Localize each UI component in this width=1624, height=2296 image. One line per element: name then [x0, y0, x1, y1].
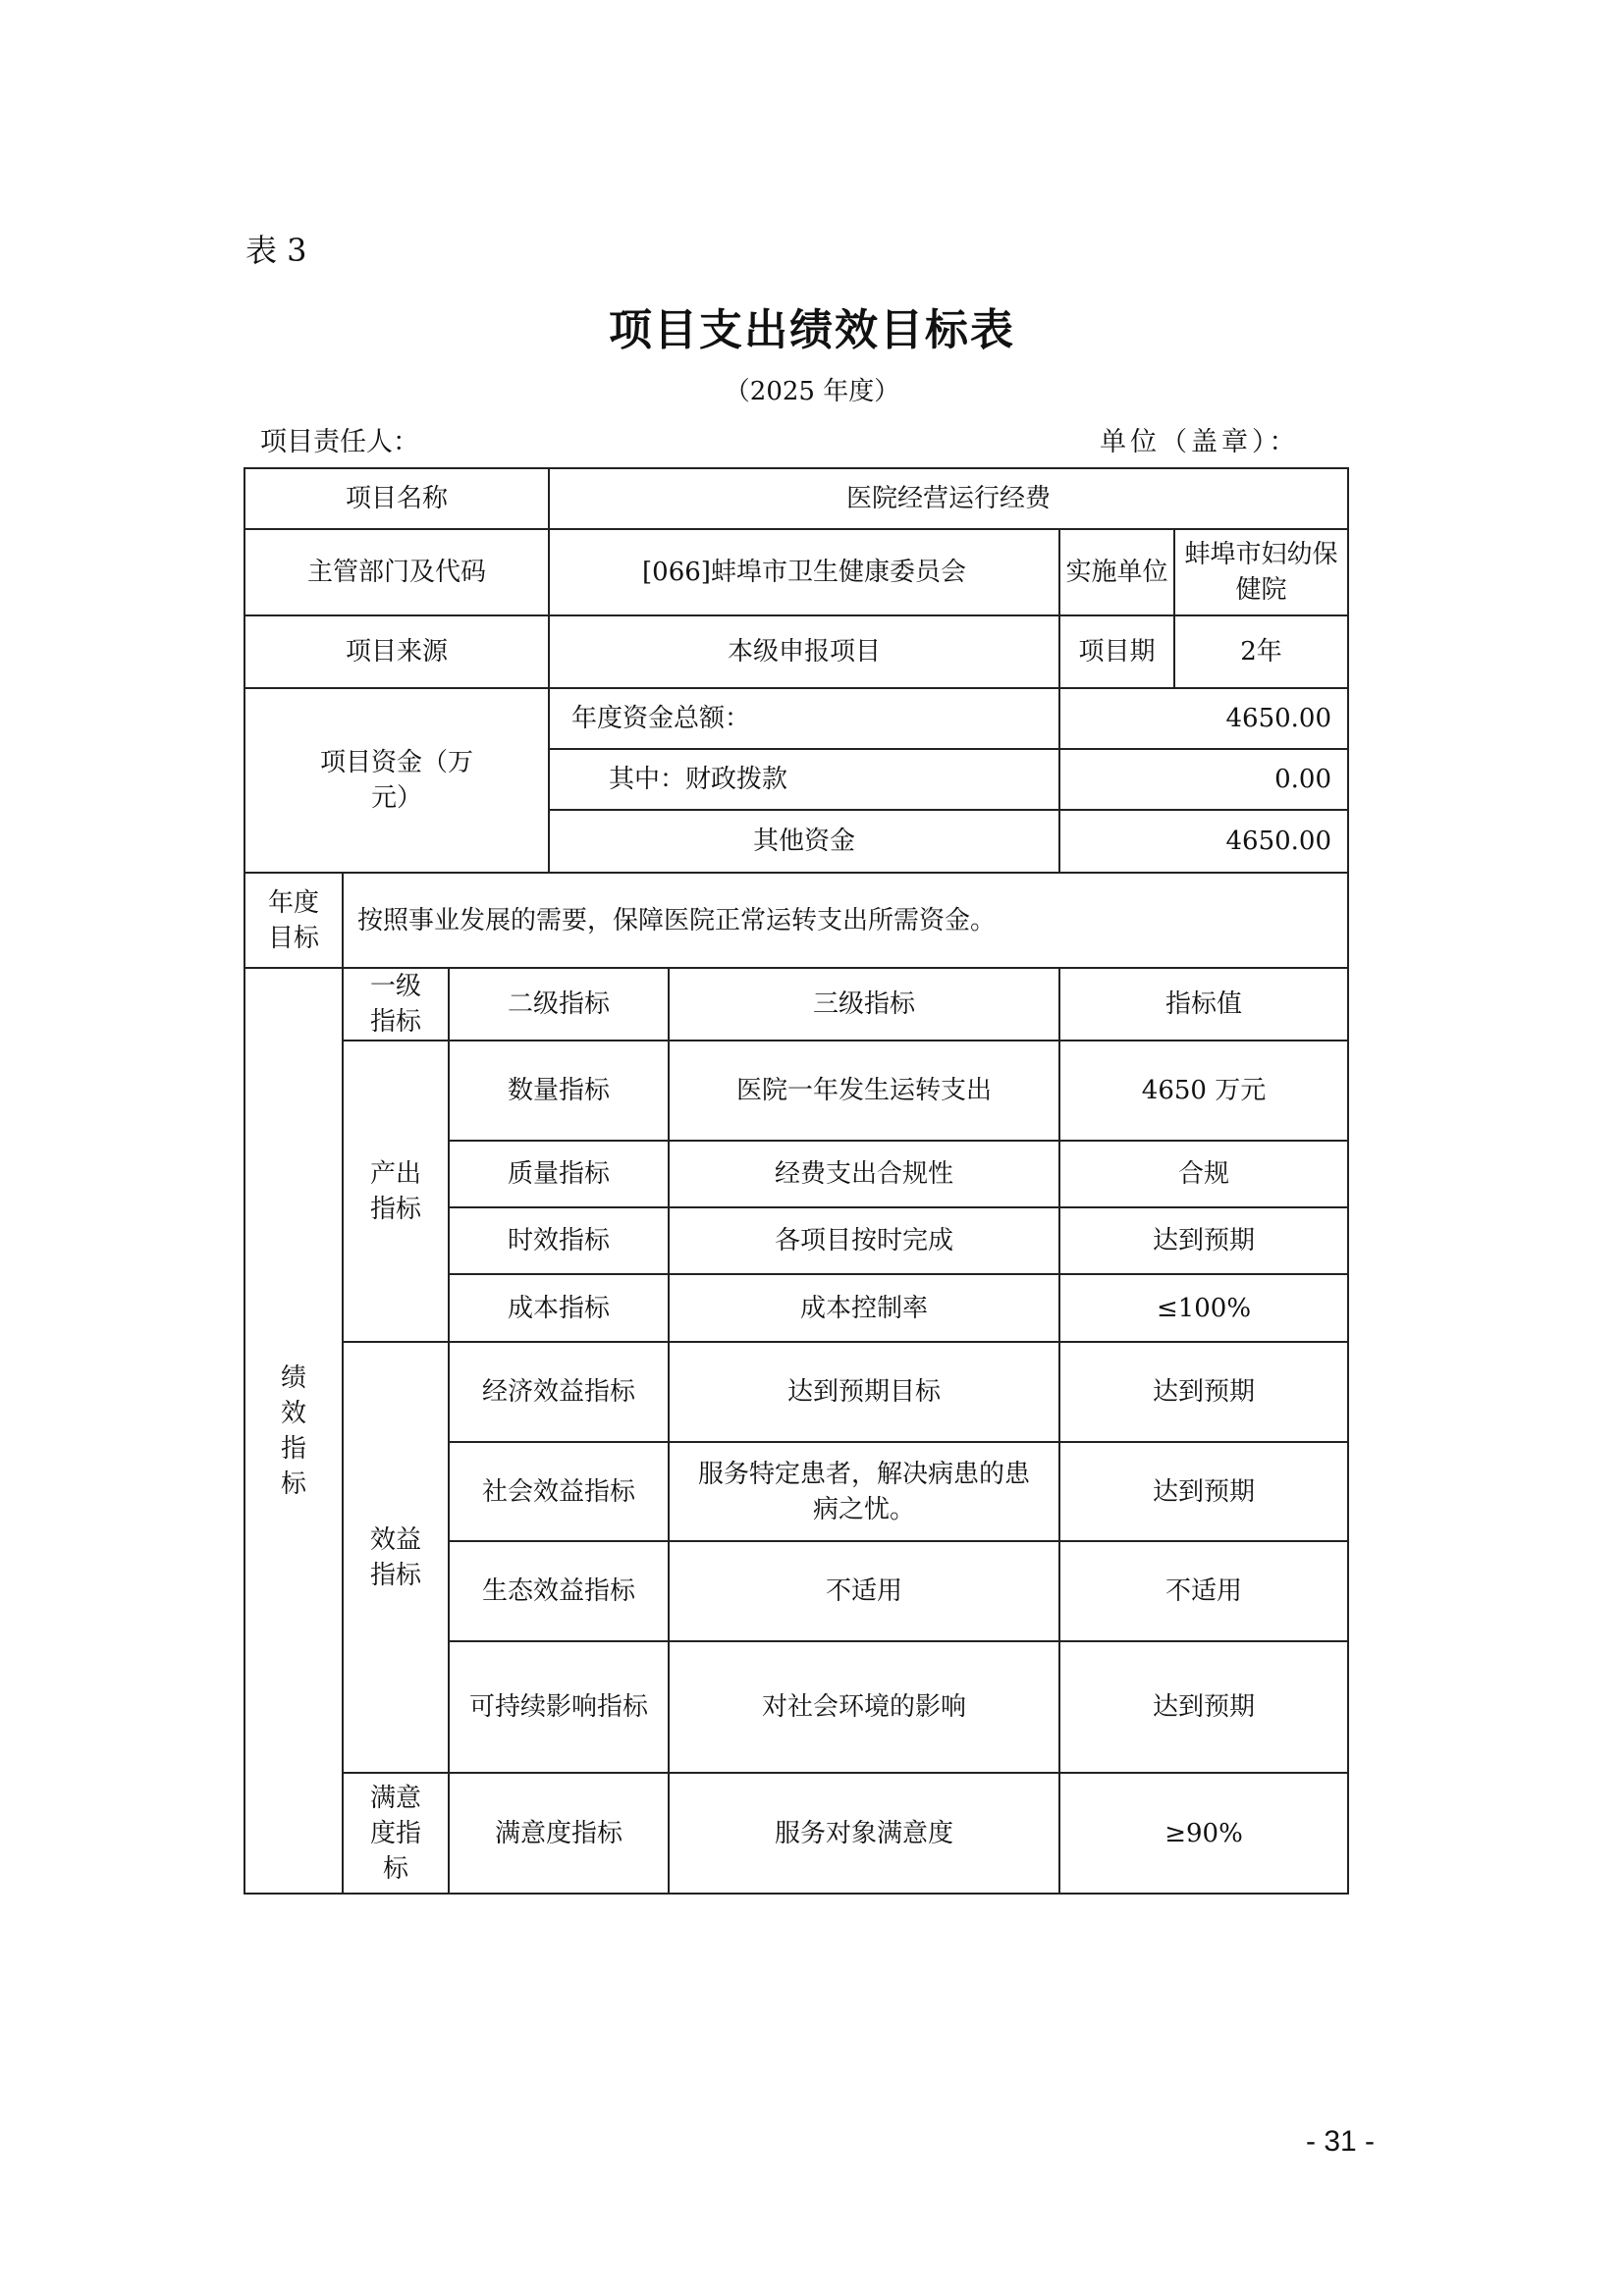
level3-cell: 成本控制率: [669, 1274, 1059, 1342]
level3-cell: 服务对象满意度: [669, 1773, 1059, 1894]
level3-cell: 不适用: [669, 1541, 1059, 1641]
table-row: [244, 1773, 1348, 1894]
funds-other-value: 4650.00: [1059, 810, 1348, 873]
dept-value: [066]蚌埠市卫生健康委员会: [549, 529, 1059, 615]
value-cell: ≤100%: [1059, 1274, 1348, 1342]
source-label: 项目来源: [244, 615, 549, 688]
value-cell: 达到预期: [1059, 1442, 1348, 1541]
value-cell: 4650 万元: [1059, 1041, 1348, 1141]
responsible-person-label: 项目责任人：: [260, 427, 419, 457]
level2-cell: 生态效益指标: [449, 1541, 669, 1641]
table-row: [244, 615, 1348, 688]
source-value: 本级申报项目: [549, 615, 1059, 688]
table-row: [244, 1342, 1348, 1442]
project-name-label: 项目名称: [244, 468, 549, 529]
funds-fiscal-value: 0.00: [1059, 749, 1348, 810]
level2-cell: 时效指标: [449, 1207, 669, 1274]
level2-cell: 可持续影响指标: [449, 1641, 669, 1773]
impl-unit-label: 实施单位: [1059, 529, 1174, 615]
table-row: [244, 1041, 1348, 1141]
value-cell: 达到预期: [1059, 1641, 1348, 1773]
annual-goal-label: 年度目标: [244, 873, 343, 968]
page-number: - 31 -: [1306, 2125, 1376, 2158]
level2-cell: 质量指标: [449, 1141, 669, 1207]
level3-cell: 对社会环境的影响: [669, 1641, 1059, 1773]
annual-goal-text: 按照事业发展的需要，保障医院正常运转支出所需资金。: [343, 873, 1348, 968]
page-title: 项目支出绩效目标表: [609, 305, 1015, 355]
dept-label: 主管部门及代码: [244, 529, 549, 615]
level2-cell: 经济效益指标: [449, 1342, 669, 1442]
value-cell: 达到预期: [1059, 1207, 1348, 1274]
funds-total-value: 4650.00: [1059, 688, 1348, 749]
impl-unit-value: 蚌埠市妇幼保健院: [1174, 529, 1348, 615]
level3-cell: 医院一年发生运转支出: [669, 1041, 1059, 1141]
header-level3: 三级指标: [669, 968, 1059, 1041]
level2-cell: 满意度指标: [449, 1773, 669, 1894]
funds-other-label: 其他资金: [549, 810, 1059, 873]
indicator-header-row: [244, 968, 1348, 1041]
level3-cell: 经费支出合规性: [669, 1141, 1059, 1207]
level3-cell: 各项目按时完成: [669, 1207, 1059, 1274]
table-number-label: 表 3: [245, 232, 307, 269]
table-row: [244, 468, 1348, 529]
level1-benefit: 效益指标: [343, 1342, 449, 1773]
level2-cell: 数量指标: [449, 1041, 669, 1141]
header-value: 指标值: [1059, 968, 1348, 1041]
level3-cell: 达到预期目标: [669, 1342, 1059, 1442]
period-value: 2年: [1174, 615, 1348, 688]
project-name-value: 医院经营运行经费: [549, 468, 1348, 529]
funds-label: 项目资金（万元）: [244, 688, 549, 873]
level1-output: 产出指标: [343, 1041, 449, 1342]
level1-satisfaction: 满意度指标: [343, 1773, 449, 1894]
table-row: [244, 529, 1348, 615]
value-cell: 达到预期: [1059, 1342, 1348, 1442]
level2-cell: 社会效益指标: [449, 1442, 669, 1541]
header-level1: 一级指标: [343, 968, 449, 1041]
unit-seal-label: 单位（盖章）：: [1100, 427, 1300, 457]
table-row: [244, 688, 1348, 749]
value-cell: 合规: [1059, 1141, 1348, 1207]
year-label: （2025 年度）: [724, 377, 900, 406]
header-level2: 二级指标: [449, 968, 669, 1041]
value-cell: 不适用: [1059, 1541, 1348, 1641]
table-row: [244, 873, 1348, 968]
value-cell: ≥90%: [1059, 1773, 1348, 1894]
period-label: 项目期: [1059, 615, 1174, 688]
performance-target-table: [244, 467, 1349, 1895]
funds-total-label: 年度资金总额：: [549, 688, 1059, 749]
performance-indicators-label: 绩效指标: [244, 968, 343, 1894]
level2-cell: 成本指标: [449, 1274, 669, 1342]
funds-fiscal-label: 其中：财政拨款: [549, 749, 1059, 810]
level3-cell: 服务特定患者，解决病患的患病之忧。: [669, 1442, 1059, 1541]
